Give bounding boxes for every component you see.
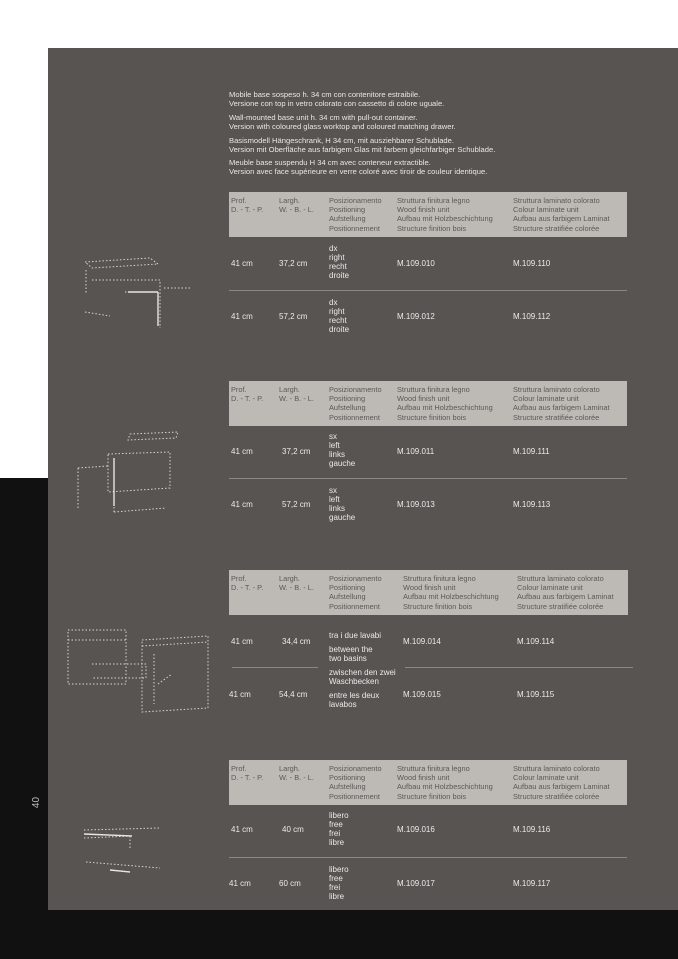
col-pos: Posizionamento Positioning Aufstellung Positionnement bbox=[329, 196, 382, 233]
intro-de: Basismodell Hängeschrank, H 34 cm, mit ausziehbarer Schublade. Version mit Oberfläche aus farbigem Glas mit farbem gleichfarbiger Schublade. bbox=[229, 136, 496, 154]
divider bbox=[232, 667, 318, 668]
wall-unit-right-drawing bbox=[80, 252, 195, 332]
col-lam: Struttura laminato colorato Colour laminate unit Aufbau aus farbigem Laminat Structure stratifiée colorée bbox=[513, 196, 610, 233]
table-header: Prof. D. - T. - P. Largh. W. - B. - L. Posizionamento Positioning Aufstellung Positionnement Struttura finitura legno Wood finish unit Aufbau mit Holzbeschichtung Structure finition bois Struttura laminato colorato Colour laminate unit Aufbau aus farbigem Laminat Structure stratifiée colorée bbox=[229, 570, 628, 615]
intro-it: Mobile base sospeso h. 34 cm con contenitore estraibile. Versione con top in vetro colorato con cassetto di colore uguale. bbox=[229, 90, 445, 108]
page-number: 40 bbox=[31, 796, 43, 809]
table-header: Prof. D. - T. - P. Largh. W. - B. - L. Posizionamento Positioning Aufstellung Positionnement Struttura finitura legno Wood finish unit Aufbau mit Holzbeschichtung Structure finition bois Struttura laminato colorato Colour laminate unit Aufbau aus farbigem Laminat Structure stratifiée colorée bbox=[229, 381, 627, 426]
table-header bbox=[229, 192, 627, 237]
unit-between-basins-drawing bbox=[62, 624, 214, 716]
col-largh: Largh. W. - B. - L. bbox=[279, 196, 314, 215]
table-header: Prof. D. - T. - P. Largh. W. - B. - L. Posizionamento Positioning Aufstellung Positionnement Struttura finitura legno Wood finish unit Aufbau mit Holzbeschichtung Structure finition bois Struttura laminato colorato Colour laminate unit Aufbau aus farbigem Laminat Structure stratifiée colorée bbox=[229, 760, 627, 805]
intro-en: Wall-mounted base unit h. 34 cm with pull-out container. Version with coloured glass worktop and coloured matching drawer. bbox=[229, 113, 456, 131]
divider bbox=[229, 857, 627, 858]
wall-unit-left-drawing bbox=[70, 428, 185, 518]
divider bbox=[229, 478, 627, 479]
free-unit-drawing bbox=[80, 822, 165, 882]
intro-fr: Meuble base suspendu H 34 cm avec conteneur extractible. Version avec face supérieure en verre coloré avec tiroir de couleur identique. bbox=[229, 158, 488, 176]
divider bbox=[405, 667, 633, 668]
col-prof: Prof. D. - T. - P. bbox=[231, 196, 264, 215]
col-wood: Struttura finitura legno Wood finish unit Aufbau mit Holzbeschichtung Structure finition bois bbox=[397, 196, 493, 233]
divider bbox=[229, 290, 627, 291]
